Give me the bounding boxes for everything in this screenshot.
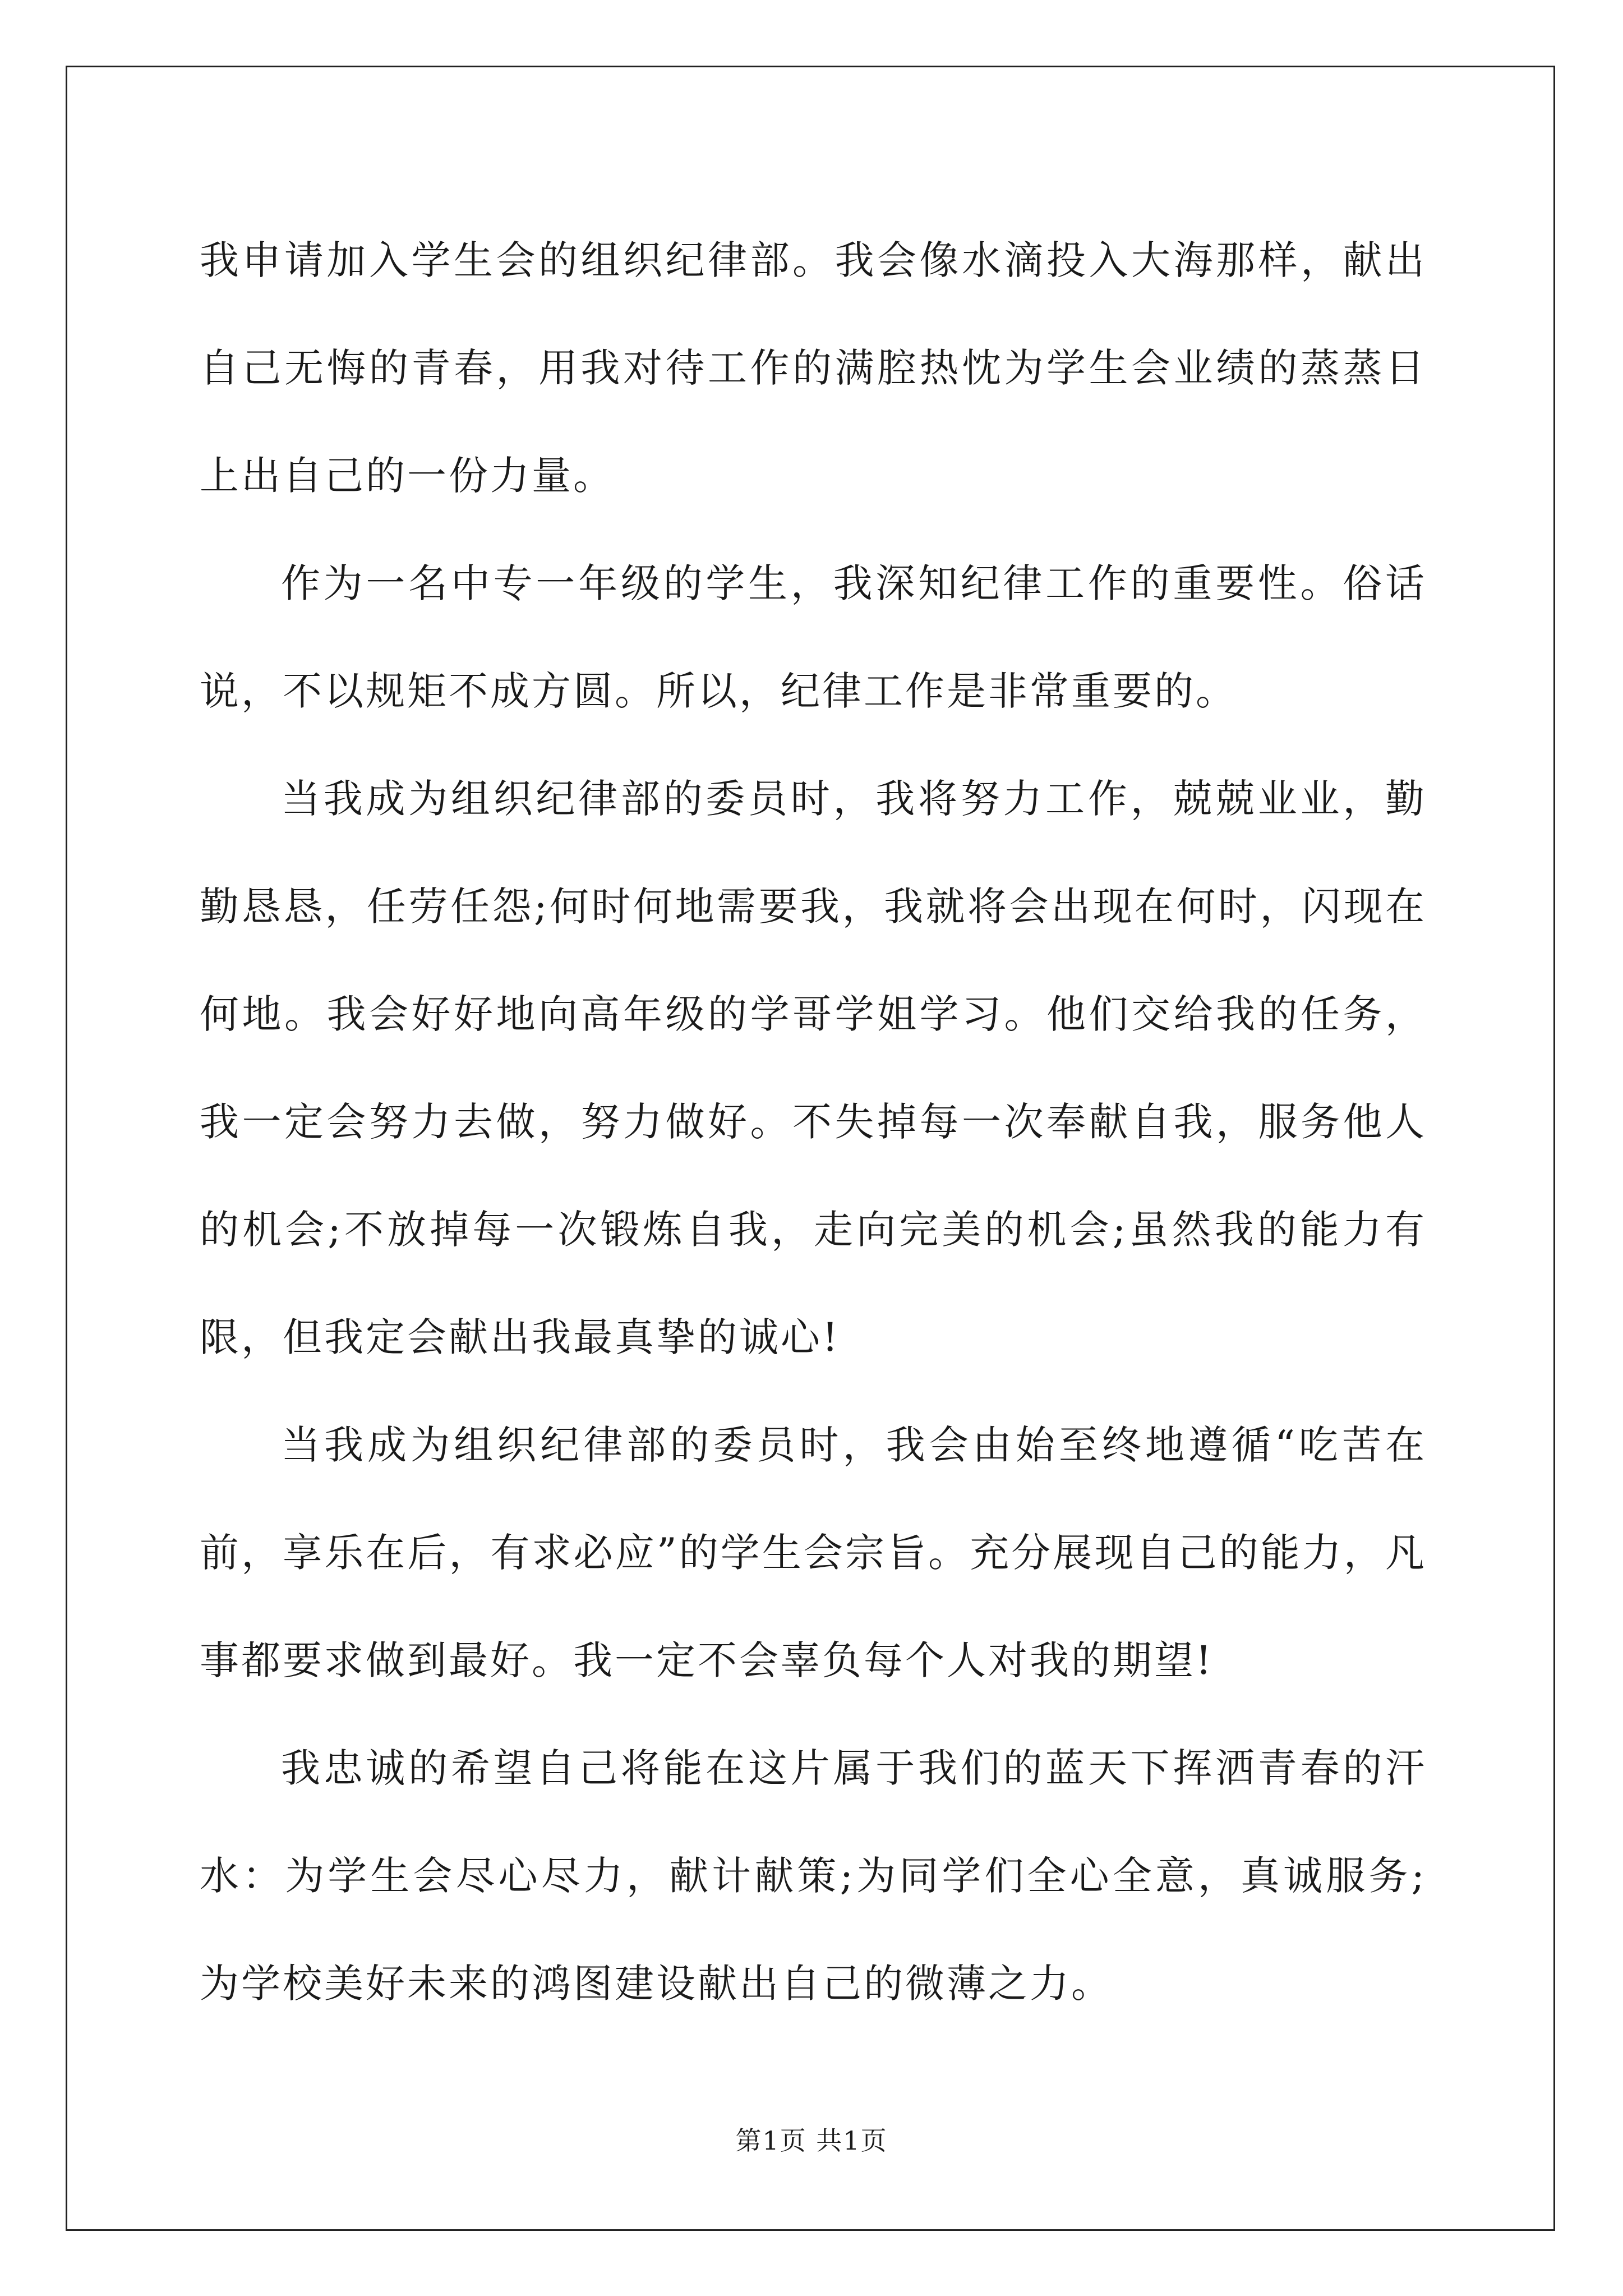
paragraph-4: 当我成为组织纪律部的委员时，我会由始至终地遵循“吃苦在前，享乐在后，有求必应”的学生会宗旨。充分展现自己的能力，凡事都要求做到最好。我一定不会辜负每个人对我的期望! bbox=[200, 1422, 1427, 1683]
document-body bbox=[200, 206, 1427, 2037]
page-number-footer: 第1页 共1页 bbox=[735, 2125, 888, 2156]
paragraph-5: 我忠诚的希望自己将能在这片属于我们的蓝天下挥洒青春的汗水：为学生会尽心尽力，献计献策;为同学们全心全意，真诚服务;为学校美好未来的鸿图建设献出自己的微薄之力。 bbox=[200, 1745, 1427, 2007]
paragraph-3: 当我成为组织纪律部的委员时，我将努力工作，兢兢业业，勤勤恳恳，任劳任怨;何时何地需要我，我就将会出现在何时，闪现在何地。我会好好地向高年级的学哥学姐学习。他们交给我的任务，我一定会努力去做，努力做好。不失掉每一次奉献自我，服务他人的机会;不放掉每一次锻炼自我，走向完美的机会;虽然我的能力有限，但我定会献出我最真挚的诚心! bbox=[200, 776, 1427, 1360]
paragraph-2: 作为一名中专一年级的学生，我深知纪律工作的重要性。俗话说，不以规矩不成方圆。所以，纪律工作是非常重要的。 bbox=[200, 560, 1427, 714]
paragraph-1: 我申请加入学生会的组织纪律部。我会像水滴投入大海那样，献出自己无悔的青春，用我对待工作的满腔热忱为学生会业绩的蒸蒸日上出自己的一份力量。 bbox=[200, 237, 1427, 499]
